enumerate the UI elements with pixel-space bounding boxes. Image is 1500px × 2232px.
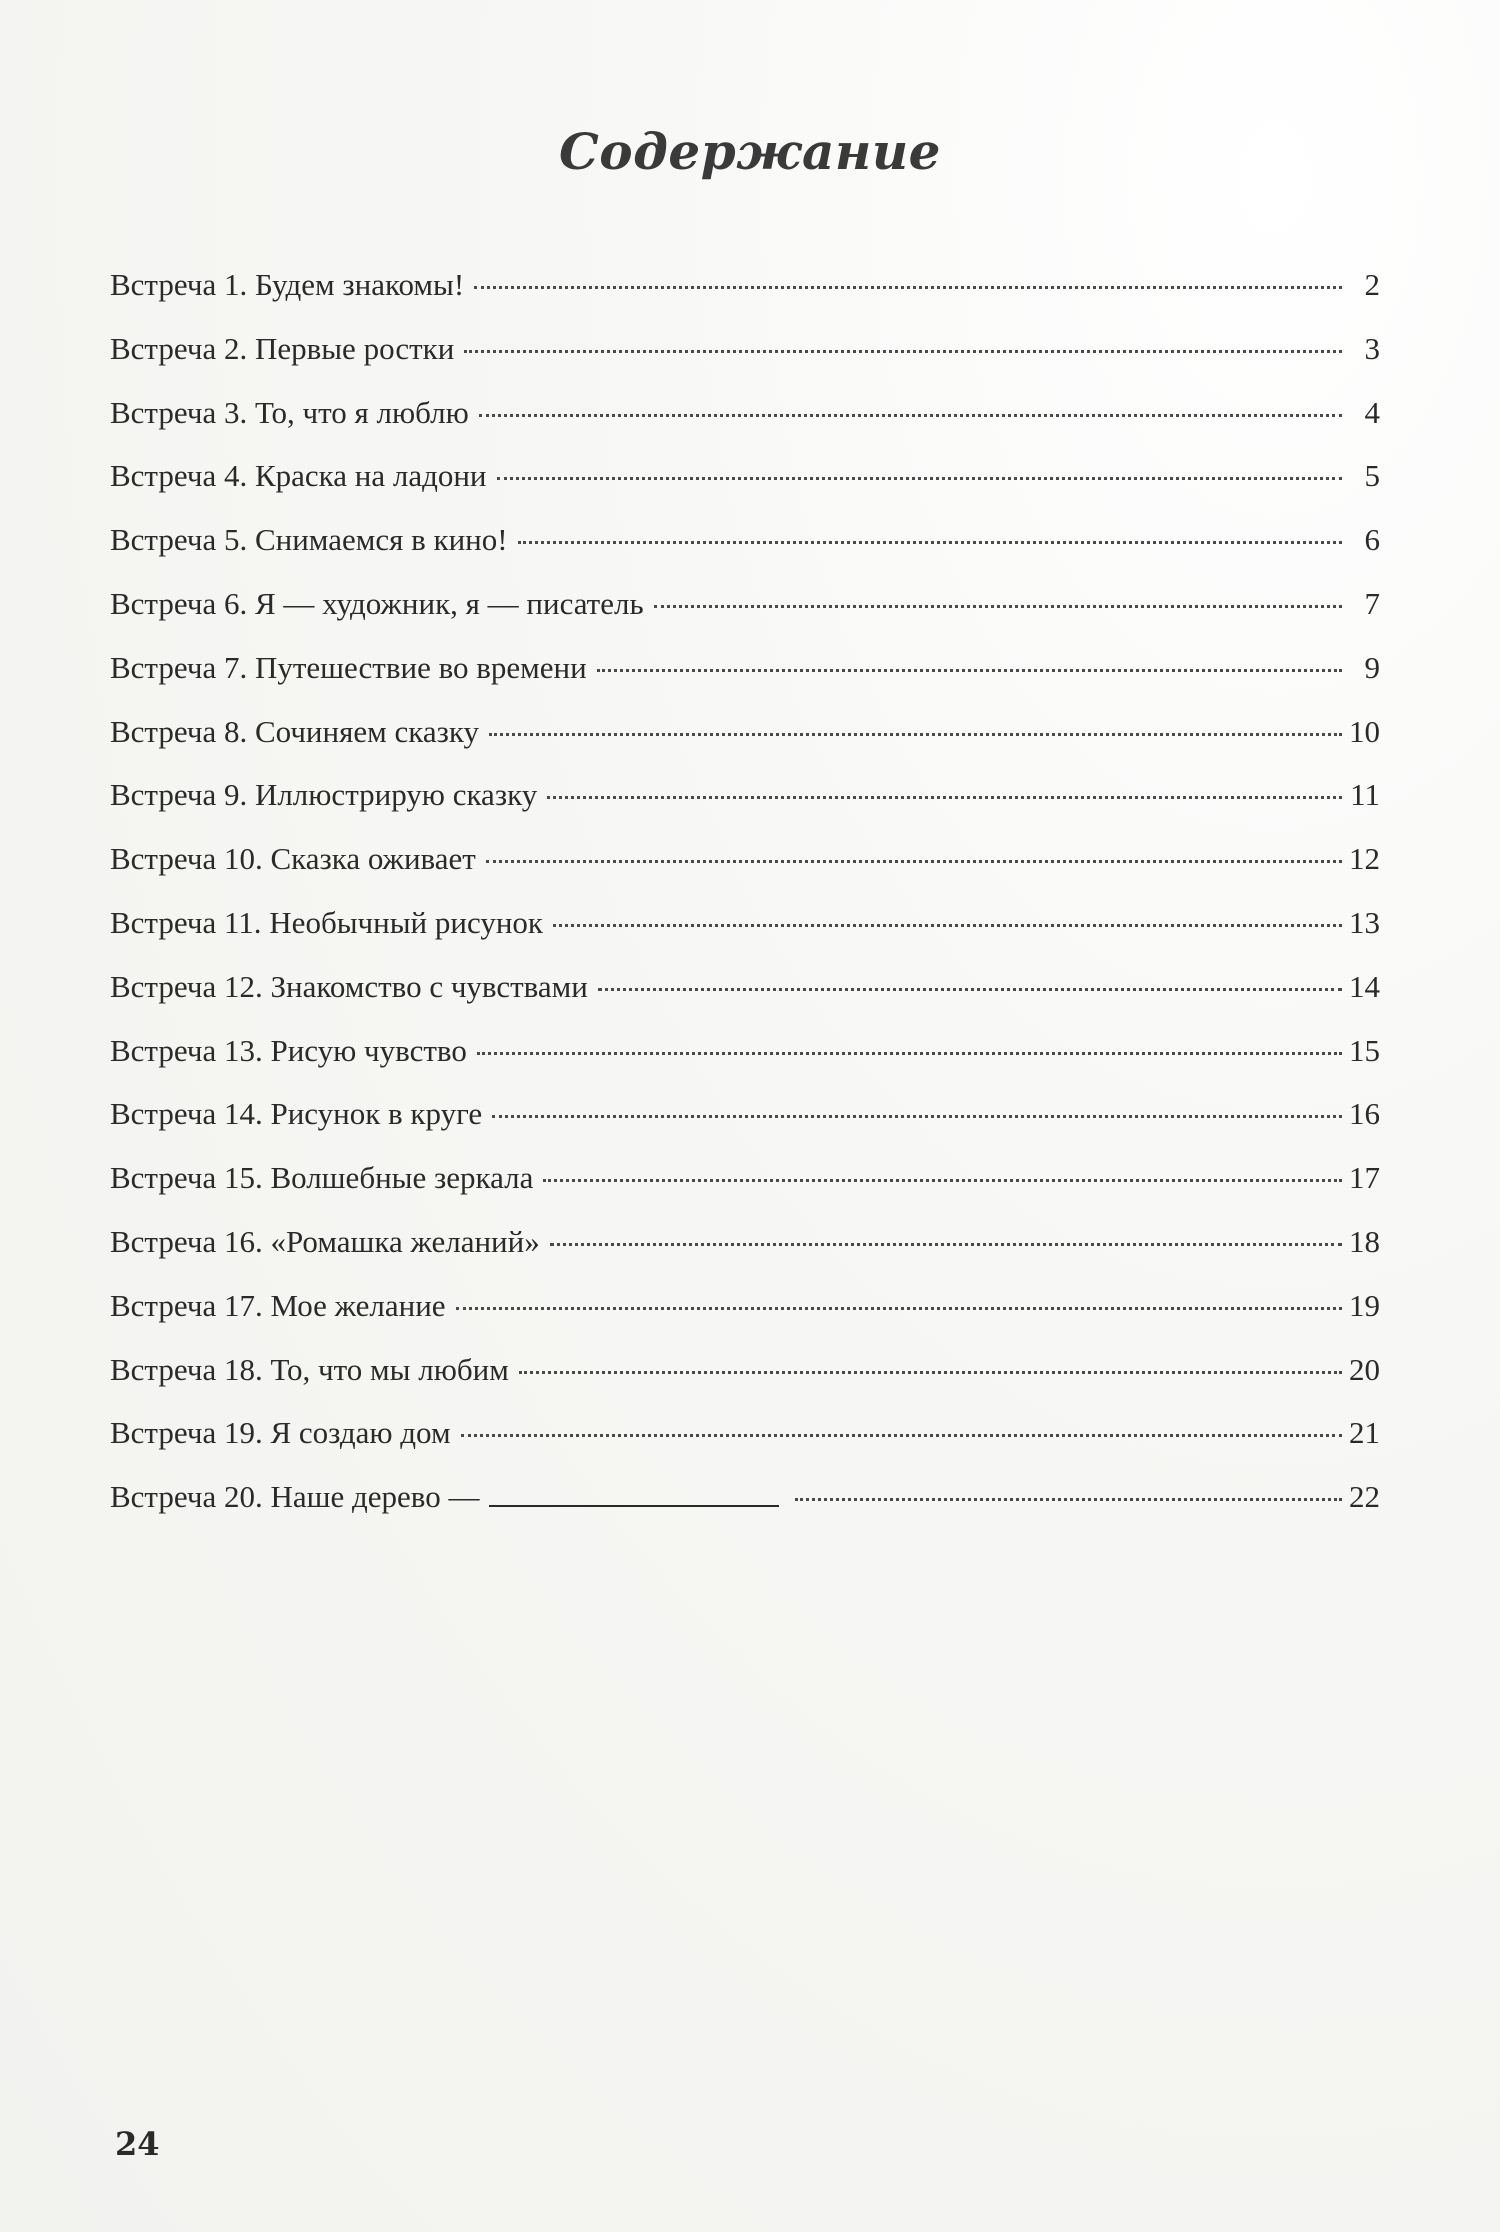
toc-entry-page: 3 (1364, 330, 1380, 366)
toc-leader-dots (497, 477, 1342, 480)
toc-entry-page: 17 (1349, 1160, 1380, 1196)
toc-leader-dots (519, 1371, 1342, 1374)
toc-entry-page: 16 (1349, 1096, 1380, 1132)
toc-leader-dots (598, 988, 1342, 991)
toc-entry-label: Встреча 18. То, что мы любим (110, 1351, 509, 1387)
page-title: Содержание (559, 122, 941, 181)
toc-entry-page: 14 (1349, 968, 1380, 1004)
toc-entry-label: Встреча 1. Будем знакомы! (110, 267, 465, 302)
toc-entry-label: Встреча 5. Снимаемся в кино! (110, 522, 508, 558)
toc-entry-7 (110, 636, 1380, 700)
page-number: 24 (115, 2125, 160, 2163)
toc-entry-16 (110, 1210, 1380, 1274)
toc-leader-dots (543, 1179, 1342, 1182)
toc-entry-page: 2 (1364, 267, 1380, 302)
toc-leader-dots (464, 350, 1342, 353)
toc-entry-20 (110, 1465, 1380, 1529)
toc-entry-page: 5 (1364, 458, 1380, 494)
toc-leader-dots (479, 414, 1342, 417)
toc-entry-page: 22 (1349, 1479, 1380, 1515)
toc-entry-label: Встреча 19. Я создаю дом (110, 1415, 451, 1451)
toc-entry-18 (110, 1338, 1380, 1402)
toc-entry-2 (110, 317, 1380, 381)
toc-leader-dots (474, 286, 1342, 289)
toc-entry-page: 6 (1364, 522, 1380, 558)
toc-leader-dots (461, 1434, 1342, 1437)
toc-entry-label: Встреча 11. Необычный рисунок (110, 904, 543, 940)
toc-leader-dots (795, 1498, 1342, 1501)
toc-entry-15 (110, 1146, 1380, 1210)
toc-entry-label: Встреча 10. Сказка оживает (110, 841, 476, 877)
toc-entry-page: 20 (1349, 1351, 1380, 1387)
toc-entry-12 (110, 955, 1380, 1019)
toc-entry-page: 19 (1349, 1287, 1380, 1323)
toc-entry-label: Встреча 3. То, что я люблю (110, 394, 469, 430)
toc-entry-label: Встреча 16. «Ромашка желаний» (110, 1223, 540, 1259)
toc-entry-9 (110, 763, 1380, 827)
toc-entry-label: Встреча 15. Волшебные зеркала (110, 1160, 534, 1196)
toc-entry-label: Встреча 20. Наше дерево — (110, 1479, 480, 1515)
toc-entry-page: 4 (1364, 394, 1380, 430)
toc-leader-dots (597, 669, 1342, 672)
toc-entry-page: 11 (1350, 777, 1380, 813)
toc-entry-17 (110, 1274, 1380, 1338)
toc-entry-5 (110, 508, 1380, 572)
toc-entry-page: 15 (1349, 1032, 1380, 1068)
toc-leader-dots (486, 860, 1342, 863)
toc-entry-label: Встреча 12. Знакомство с чувствами (110, 968, 588, 1004)
toc-entry-label: Встреча 4. Краска на ладони (110, 458, 487, 494)
toc-entry-page: 13 (1349, 904, 1380, 940)
toc-entry-label: Встреча 14. Рисунок в круге (110, 1096, 483, 1132)
toc-entry-page: 7 (1364, 585, 1380, 621)
toc-entry-label: Встреча 6. Я — художник, я — писатель (110, 585, 644, 621)
toc-leader-dots (456, 1307, 1342, 1310)
toc-entry-label: Встреча 17. Мое желание (110, 1287, 446, 1323)
toc-entry-page: 21 (1349, 1415, 1380, 1451)
toc-entry-1 (110, 253, 1380, 317)
toc-entry-label: Встреча 9. Иллюстрирую сказку (110, 777, 538, 813)
toc-leader-dots (550, 1243, 1342, 1246)
fill-in-blank-line (489, 1479, 779, 1507)
toc-entry-label: Встреча 13. Рисую чувство (110, 1032, 467, 1068)
toc-leader-dots (492, 1115, 1342, 1118)
toc-leader-dots (547, 796, 1342, 799)
toc-leader-dots (489, 733, 1342, 736)
toc-entry-label: Встреча 8. Сочиняем сказку (110, 713, 479, 749)
toc-entry-page: 18 (1349, 1223, 1380, 1259)
toc-entry-6 (110, 572, 1380, 636)
toc-entry-10 (110, 827, 1380, 891)
toc-entry-label: Встреча 7. Путешествие во времени (110, 649, 587, 685)
toc-leader-dots (654, 605, 1342, 608)
toc-entry-label: Встреча 2. Первые ростки (110, 330, 455, 366)
toc-entry-page: 10 (1349, 713, 1380, 749)
table-of-contents (110, 253, 1380, 1529)
toc-leader-dots (553, 924, 1342, 927)
toc-entry-page: 12 (1349, 841, 1380, 877)
toc-entry-19 (110, 1401, 1380, 1465)
toc-entry-4 (110, 444, 1380, 508)
toc-leader-dots (518, 541, 1342, 544)
toc-leader-dots (477, 1052, 1342, 1055)
toc-entry-3 (110, 381, 1380, 445)
toc-entry-13 (110, 1019, 1380, 1083)
toc-entry-14 (110, 1082, 1380, 1146)
toc-entry-8 (110, 700, 1380, 764)
toc-entry-page: 9 (1364, 649, 1380, 685)
toc-entry-11 (110, 891, 1380, 955)
